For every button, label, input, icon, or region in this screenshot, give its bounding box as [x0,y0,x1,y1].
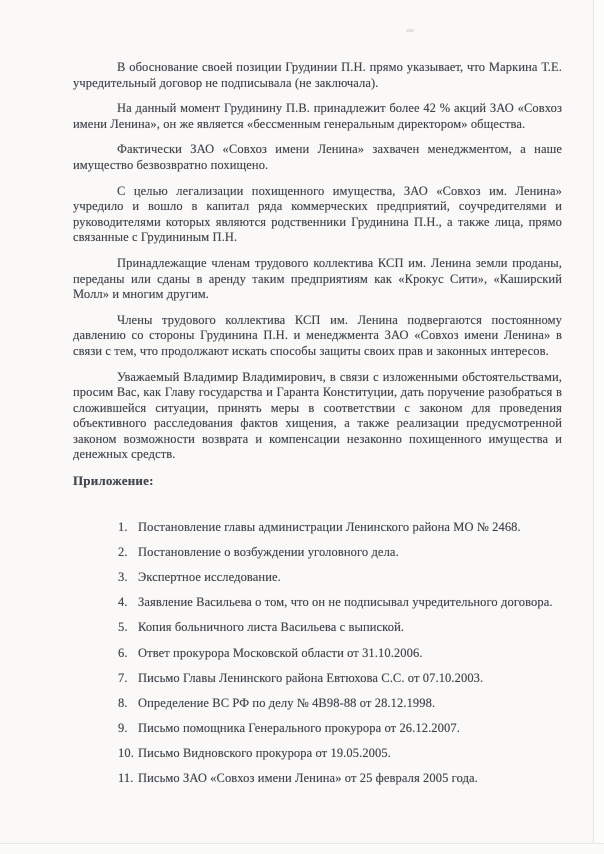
list-item-text: Определение ВС РФ по делу № 4В98-88 от 28.12.1998. [138,695,436,710]
scan-artifact [406,29,414,32]
list-item-text: Письмо Видновского прокурора от 19.05.2005. [138,745,391,760]
paragraph: Фактически ЗАО «Совхоз имени Ленина» захвачен менеджментом, а наше имущество безвозвратно похищено. [73,142,562,172]
list-item [118,520,562,536]
paragraph: На данный момент Грудинину П.В. принадлежит более 42 % акций ЗАО «Совхоз имени Ленина», он же является «бессменным генеральным директором» общества. [73,101,562,131]
list-item-text: Экспертное исследование. [138,570,281,585]
scan-edge-bottom-line [0,843,604,844]
scan-edge-bottom-strip [0,844,604,854]
list-item-text: Ответ прокурора Московской области от 31.10.2006. [138,645,423,660]
list-item-number: 9. [118,720,128,735]
list-item-number: 6. [118,645,128,660]
paragraph: Уважаемый Владимир Владимирович, в связи с изложенными обстоятельствами, просим Вас, как Главу государства и Гаранта Конституции, дать поручение разобраться в сложившейся ситуации, принять меры в соответствии с законом для проведения объективного расследования фактов хищения, а также реализации предусмотренной законом возможности возврата и компенсации незаконно похищенного имущества и денежных средств. [73,369,562,462]
list-item-number: 5. [118,620,128,635]
paragraph: С целью легализации похищенного имущества, ЗАО «Совхоз им. Ленина» учредило и вошло в капитал ряда коммерческих предприятий, соучредителями и руководителями которых являются родственники Грудинина П.Н., а также лица, прямо связанные с Грудининым П.Н. [73,183,562,245]
list-item-text: Письмо ЗАО «Совхоз имени Ленина» от 25 февраля 2005 года. [138,771,478,785]
list-item [118,671,562,687]
list-item-text: Письмо помощника Генерального прокурора от 26.12.2007. [138,720,460,735]
list-item-text: Постановление главы администрации Ленинского района МО № 2468. [138,520,521,535]
list-item-text: Постановление о возбуждении уголовного дела. [138,545,399,560]
attachments-list [73,520,562,787]
document-content [73,60,562,796]
list-item-text: Письмо Главы Ленинского района Евтюхова С.С. от 07.10.2003. [138,670,484,685]
paragraph: В обоснование своей позиции Грудинии П.Н. прямо указывает, что Маркина Т.Е. учредительный договор не подписывала (не заключала). [73,60,562,90]
list-item-number: 10. [118,745,134,760]
list-item [118,595,562,611]
scan-edge-right-strip [594,0,604,854]
list-item-number: 3. [118,570,128,585]
list-item-text: Заявление Васильева о том, что он не подписывал учредительного договора. [138,595,553,610]
paragraph: Принадлежащие членам трудового коллектива КСП им. Ленина земли проданы, переданы или сданы в аренду таким предприятиям как «Крокус Сити», «Каширский Молл» и многим другим. [73,255,562,302]
attachments-heading: Приложение: [73,473,154,489]
list-item [118,746,562,762]
list-item-number: 11. [118,771,134,785]
list-item [118,620,562,636]
list-item [118,646,562,662]
list-item [118,771,562,787]
scan-edge-right-line [593,0,594,854]
list-item-number: 2. [118,545,128,560]
list-item-number: 8. [118,695,128,710]
list-item-number: 1. [118,520,128,535]
list-item-number: 4. [118,595,128,610]
paragraph: Члены трудового коллектива КСП им. Ленина подвергаются постоянному давлению со стороны Грудинина П.Н. и менеджмента ЗАО «Совхоз имени Ленина» в связи с тем, что продолжают искать способы защиты своих прав и законных интересов. [73,312,562,358]
list-item [118,696,562,712]
list-item [118,570,562,586]
list-item-number: 7. [118,670,128,685]
list-item [118,545,562,561]
list-item-text: Копия больничного листа Васильева с выпиской. [138,620,405,635]
list-item [118,721,562,737]
